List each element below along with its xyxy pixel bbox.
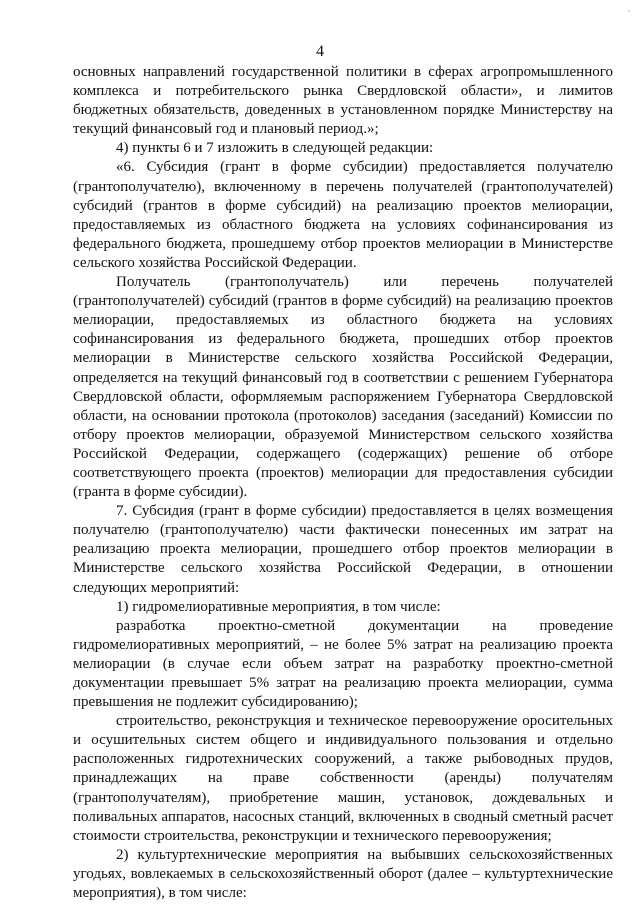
paragraph-clause-6: «6. Субсидия (грант в форме субсидии) предоставляется получателю (грантополучателю), включенному в перечень получателей (грантополучателей) субсидий (грантов в форме субсидий) на реализацию проектов мелиорации, предоставляемых из областного бюджета на условиях софинансирования из федерального бюджета, прошедшему отбор проектов мелиорации в Министерстве сельского хозяйства Российской Федерации. bbox=[73, 159, 613, 271]
paragraph-construction: строительство, реконструкция и техническое перевооружение оросительных и осушительных систем общего и индивидуального пользования и отдельно расположенных гидротехнических сооружений, а также рыбоводных прудов, принадлежащих на праве собственности (аренды) получателям (грантополучателям), приобретение машин, установок, дождевальных и поливальных аппаратов, насосных станций, включенных в сводный сметный расчет стоимости строительства, реконструкции и технического перевооружения; bbox=[73, 713, 613, 844]
paragraph-amendment-item-4: 4) пункты 6 и 7 изложить в следующей редакции: bbox=[116, 140, 434, 157]
paragraph-design-documentation: разработка проектно-сметной документации на проведение гидромелиоративных мероприятий, – не более 5% затрат на реализацию проекта мелиорации (в случае если объем затрат на разработку проектно-сметной документации превышает 5% затрат на реализацию проекта мелиорации, сумма превышения не подлежит субсидированию); bbox=[73, 617, 613, 711]
scan-speck bbox=[628, 10, 630, 12]
paragraph-recipient-list: Получатель (грантополучатель) или перечень получателей (грантополучателей) субсидий (грантов в форме субсидий) на реализацию проектов мелиорации, предоставляемых из областного бюджета на условиях софинансирования из федерального бюджета, прошедших отбор проектов мелиорации в Министерстве сельского хозяйства Российской Федерации, определяется на текущий финансовый год в соответствии с решением Губернатора Свердловской области, оформляемым распоряжением Губернатора Свердловской области, на основании протокола (протоколов) заседания (заседаний) Комиссии по отбору проектов мелиорации, образуемой Министерством сельского хозяйства Российской Федерации, содержащего (содержащих) решение об отборе соответствующего проекта (проектов) мелиорации для предоставления субсидии (гранта в форме субсидии). bbox=[73, 274, 613, 501]
paragraph-cultural-technical: 2) культуртехнические мероприятия на выбывших сельскохозяйственных угодьях, вовлекаемых в сельскохозяйственный оборот (далее – культуртехнические мероприятия), в том числе: bbox=[73, 846, 613, 902]
paragraph-continuation: основных направлений государственной политики в сферах агропромышленного комплекса и потребительского рынка Свердловской области», и лимитов бюджетных обязательств, доведенных в установленном порядке Министерству на текущий финансовый год и плановый период.»; bbox=[73, 64, 613, 138]
paragraph-clause-7: 7. Субсидия (грант в форме субсидии) предоставляется в целях возмещения получателю (грантополучателю) части фактически понесенных им затрат на реализацию проекта мелиорации, прошедшего отбор проектов мелиорации в Министерстве сельского хозяйства Российской Федерации, в отношении следующих мероприятий: bbox=[73, 503, 613, 596]
page-number: 4 bbox=[316, 43, 324, 60]
paragraph-hydro-measures: 1) гидромелиоративные мероприятия, в том числе: bbox=[116, 598, 441, 615]
document-body bbox=[73, 63, 613, 903]
